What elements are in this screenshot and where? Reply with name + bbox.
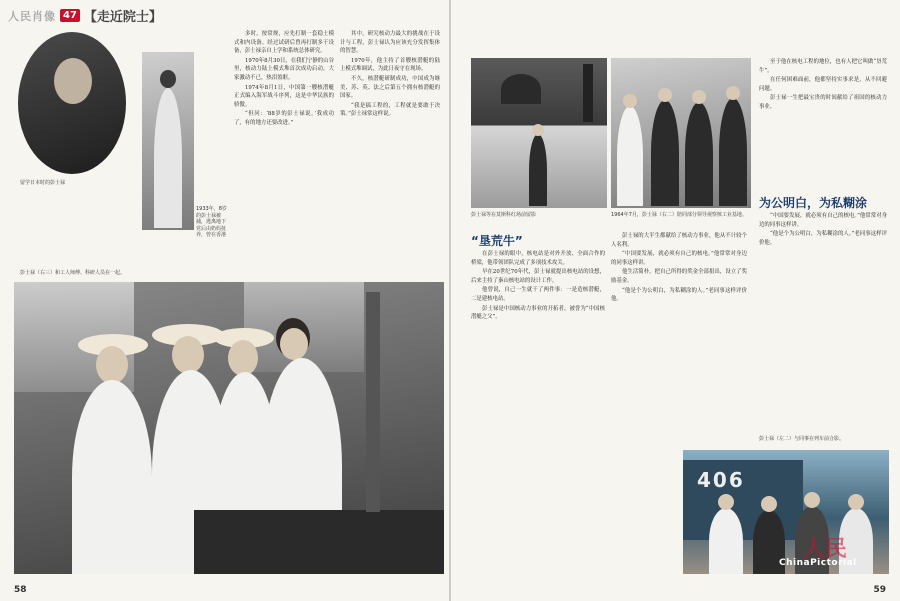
machine-table (194, 510, 444, 574)
left-column-1 (234, 30, 334, 262)
left-page (0, 0, 449, 601)
paragraph: 1970年，他主持了首艘核潜艇的陆上模式堆调试，为此日夜守在现场。 (340, 57, 440, 73)
portrait-photo (18, 32, 126, 174)
person-head (718, 494, 734, 510)
person-body (651, 100, 679, 206)
paragraph: “中国要发展，就必须有自己的核电。”他常常对身边的同事这样讲。 (759, 213, 887, 228)
paragraph: 在彭士禄的眼中，核电站是对外开放、全面合作的桥梁，他带领团队完成了多项技术攻关。 (471, 251, 605, 266)
paragraph: 他曾说，自己一生就干了两件事：一是造核潜艇，二是建核电站。 (471, 287, 605, 302)
portrait-face (54, 58, 92, 104)
paragraph: 至于他在核电工程的地位，也有人把它叫做“垦荒牛”。 (759, 59, 887, 74)
field-caption: 1964年7月，彭士禄（右二）陪同部分领导视察核工业基地。 (611, 212, 747, 218)
plaza-caption: 彭士禄等在莫斯科红场前留影 (471, 212, 537, 218)
paragraph: 彭士禄是中国核动力事业的开拓者，被誉为“中国核潜艇之父”。 (471, 305, 605, 321)
paragraph: 不久，核潜艇研制成功，中国成为继美、苏、英、法之后第五个拥有核潜艇的国家。 (340, 75, 440, 100)
publication-logo-text: ChinaPictorial (779, 558, 857, 568)
red-square-photo (471, 58, 607, 208)
paragraph: “他是个为公明白，为私糊涂的人。”老同事这样评价他。 (759, 231, 887, 246)
portrait-caption: 留学日本时的彭士禄 (20, 180, 66, 186)
machine-column (366, 292, 380, 512)
train-photo (683, 450, 889, 574)
person-body (685, 102, 713, 206)
header-title: 人民肖像 (8, 9, 56, 23)
publication-logo-mark: 人民 (803, 536, 848, 562)
paragraph: 彭士禄一生把最宝贵的时间献给了祖国的核动力事业。 (759, 95, 887, 110)
person-body (617, 106, 643, 206)
person-standing (529, 134, 547, 206)
paragraph: 1970年8月30日，在我们宁静的山谷里，核动力陆上模式堆首次成功启动，大家激动不已，热泪盈眶。 (234, 57, 334, 81)
workshop-photo (14, 282, 444, 574)
person-body (709, 508, 743, 574)
paragraph: 在任何困难面前，他都坚持实事求是，从不回避问题。 (759, 77, 887, 92)
section-title-heart: 为公明白，为私糊涂 (759, 196, 868, 210)
person-head (96, 346, 128, 384)
field-photo (611, 58, 751, 208)
paragraph: “他是个为公明白，为私糊涂的人。”老同事这样评价他。 (611, 287, 747, 303)
person-head (172, 336, 204, 374)
person-head (726, 86, 740, 100)
left-page-number: 58 (14, 585, 27, 595)
child-head (160, 70, 176, 88)
section-title-barren: “垦荒牛” (471, 234, 523, 248)
kremlin-dome (501, 74, 541, 104)
paragraph: 早在20世纪70年代，彭士禄就提出核电站的设想，后来主持了秦山核电站的设计工作。 (471, 269, 605, 284)
right-page (451, 0, 900, 601)
person-head (761, 496, 777, 512)
paragraph: 其中，研究核动力最大的挑战在于设计与工程，彭士禄认为应该充分发挥集体的智慧。 (340, 31, 440, 55)
person-head (532, 124, 544, 136)
paragraph: 他生活简朴，把自己所得的奖金全部捐出，设立了奖励基金。 (611, 269, 747, 284)
right-page-number: 59 (873, 585, 886, 595)
paragraph: 多时，按常规，应先打制一套稳土模式和内设备。经过试研后曾再打制多干设备，彭士禄亲自上学和系统总体研究。 (234, 31, 334, 55)
kremlin-tower (583, 64, 593, 122)
header-badge: 47 (60, 9, 80, 22)
header-column: 【走近院士】 (83, 10, 162, 25)
train-caption: 彭士禄（左二）与同事在列车前合影。 (759, 436, 845, 442)
person-head (848, 494, 864, 510)
person-body (719, 98, 747, 206)
paragraph: “我是搞工程的，工程就是要敢于决策。”彭士禄常这样说。 (340, 102, 440, 118)
paragraph: “中国要发展，就必须有自己的核电。”他常常对身边的同事这样讲。 (611, 251, 747, 266)
child-body (154, 88, 182, 228)
person-face (280, 328, 308, 360)
person-body (72, 380, 152, 574)
person-head (804, 492, 820, 508)
page-header (8, 6, 162, 25)
person-head (623, 94, 637, 108)
right-column-top (759, 58, 887, 186)
child-photo (142, 52, 194, 230)
person-head (692, 90, 706, 104)
paragraph: 1974年8月1日，中国第一艘核潜艇正式编入海军战斗序列，这是中华民族的骄傲。 (234, 84, 334, 108)
right-column-c (759, 212, 887, 432)
person-head (228, 340, 258, 376)
paragraph: 彭士禄的大半生都献给了核动力事业，他从不计较个人名利。 (611, 233, 747, 248)
right-column-a (471, 250, 605, 580)
workshop-caption: 彭士禄（右三）和工人师傅、科研人员在一起。 (20, 270, 126, 276)
paragraph: “但问：‘88岁的彭士禄说。’我成功了，有的地方还要改进。” (234, 111, 334, 126)
person-head (658, 88, 672, 102)
train-number: 406 (697, 468, 745, 492)
left-column-2 (340, 30, 440, 262)
child-caption: 1933年，8岁的彭士禄被捕，逃离地下党后由奶妈抚养，曾在香港 (196, 206, 227, 238)
